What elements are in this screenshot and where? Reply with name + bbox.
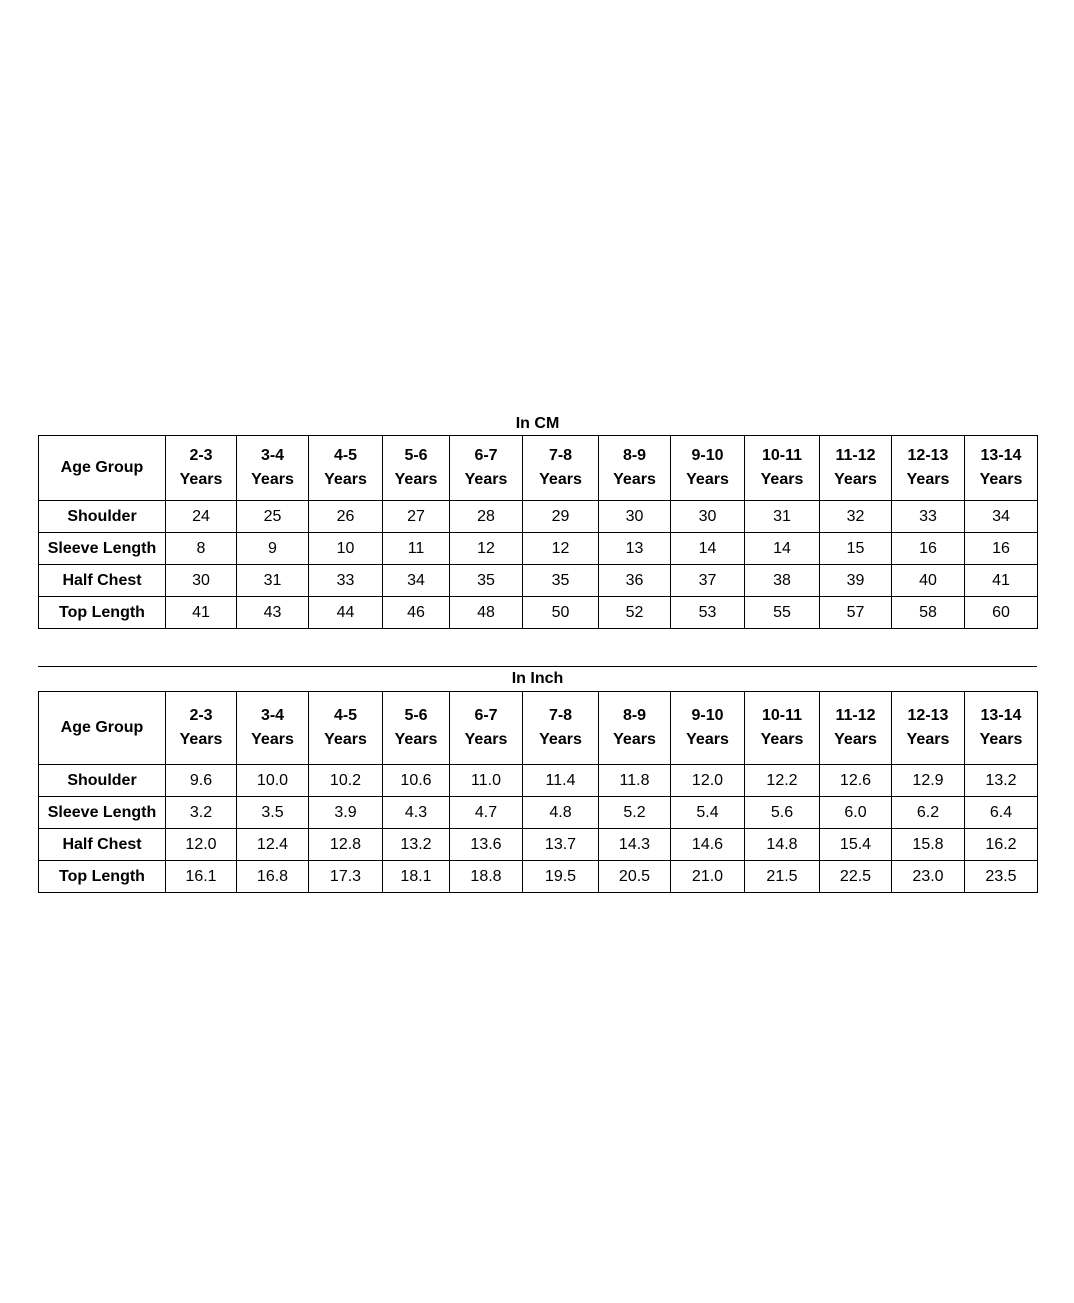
age-column-header bbox=[745, 692, 820, 765]
age-column-header bbox=[892, 436, 965, 501]
measurement-value: 14.3 bbox=[599, 829, 671, 861]
size-chart-cm bbox=[38, 412, 1037, 629]
age-unit: Years bbox=[464, 731, 508, 748]
measurement-value: 12 bbox=[450, 533, 523, 565]
measurement-value: 5.4 bbox=[671, 797, 745, 829]
measurement-value: 32 bbox=[820, 501, 892, 533]
size-table-body bbox=[39, 436, 1038, 629]
table-row bbox=[39, 797, 1038, 829]
measurement-label: Half Chest bbox=[39, 565, 166, 597]
measurement-value: 35 bbox=[450, 565, 523, 597]
age-column-header bbox=[309, 692, 383, 765]
measurement-value: 10 bbox=[309, 533, 383, 565]
measurement-value: 14 bbox=[745, 533, 820, 565]
measurement-value: 39 bbox=[820, 565, 892, 597]
measurement-value: 30 bbox=[166, 565, 237, 597]
age-column-header bbox=[383, 436, 450, 501]
measurement-value: 14.6 bbox=[671, 829, 745, 861]
age-column-header bbox=[450, 692, 523, 765]
size-table-body bbox=[39, 692, 1038, 893]
size-chart-title: In CM bbox=[515, 415, 560, 432]
age-range: 8-9 bbox=[622, 707, 647, 724]
table-header-row bbox=[39, 692, 1038, 765]
measurement-value: 23.0 bbox=[892, 861, 965, 893]
measurement-label: Shoulder bbox=[39, 501, 166, 533]
measurement-value: 36 bbox=[599, 565, 671, 597]
measurement-value: 43 bbox=[237, 597, 309, 629]
age-unit: Years bbox=[979, 731, 1023, 748]
measurement-value: 31 bbox=[745, 501, 820, 533]
age-column-header bbox=[523, 692, 599, 765]
age-column-header bbox=[166, 692, 237, 765]
size-table bbox=[38, 435, 1038, 629]
measurement-value: 18.1 bbox=[383, 861, 450, 893]
measurement-value: 21.5 bbox=[745, 861, 820, 893]
measurement-value: 58 bbox=[892, 597, 965, 629]
table-row bbox=[39, 565, 1038, 597]
measurement-value: 24 bbox=[166, 501, 237, 533]
measurement-label: Half Chest bbox=[39, 829, 166, 861]
measurement-value: 12.2 bbox=[745, 765, 820, 797]
measurement-value: 37 bbox=[671, 565, 745, 597]
measurement-value: 16.8 bbox=[237, 861, 309, 893]
age-range: 11-12 bbox=[835, 447, 876, 464]
age-column-header bbox=[237, 436, 309, 501]
age-range: 3-4 bbox=[260, 447, 285, 464]
age-column-header bbox=[450, 436, 523, 501]
measurement-value: 10.2 bbox=[309, 765, 383, 797]
measurement-value: 15.8 bbox=[892, 829, 965, 861]
age-column-header bbox=[671, 692, 745, 765]
age-range: 3-4 bbox=[260, 707, 285, 724]
measurement-value: 41 bbox=[965, 565, 1038, 597]
table-row bbox=[39, 501, 1038, 533]
measurement-value: 33 bbox=[892, 501, 965, 533]
measurement-label: Sleeve Length bbox=[39, 797, 166, 829]
age-range: 4-5 bbox=[333, 707, 358, 724]
measurement-value: 31 bbox=[237, 565, 309, 597]
age-group-header: Age Group bbox=[39, 436, 166, 501]
measurement-value: 13.6 bbox=[450, 829, 523, 861]
measurement-value: 30 bbox=[599, 501, 671, 533]
measurement-label: Sleeve Length bbox=[39, 533, 166, 565]
age-unit: Years bbox=[613, 471, 656, 488]
measurement-value: 55 bbox=[745, 597, 820, 629]
age-range: 6-7 bbox=[474, 447, 498, 464]
age-range: 2-3 bbox=[189, 707, 213, 724]
measurement-value: 60 bbox=[965, 597, 1038, 629]
age-unit: Years bbox=[179, 731, 223, 748]
measurement-value: 13.2 bbox=[383, 829, 450, 861]
age-column-header bbox=[965, 692, 1038, 765]
age-unit: Years bbox=[979, 471, 1023, 488]
age-column-header bbox=[820, 436, 892, 501]
age-column-header bbox=[745, 436, 820, 501]
measurement-value: 14.8 bbox=[745, 829, 820, 861]
age-unit: Years bbox=[906, 471, 950, 488]
age-unit: Years bbox=[760, 471, 804, 488]
age-column-header bbox=[599, 692, 671, 765]
measurement-value: 20.5 bbox=[599, 861, 671, 893]
measurement-value: 33 bbox=[309, 565, 383, 597]
measurement-value: 44 bbox=[309, 597, 383, 629]
age-group-header: Age Group bbox=[39, 692, 166, 765]
age-unit: Years bbox=[539, 471, 582, 488]
measurement-value: 11 bbox=[383, 533, 450, 565]
measurement-value: 12.0 bbox=[671, 765, 745, 797]
size-table bbox=[38, 691, 1038, 893]
age-unit: Years bbox=[613, 731, 656, 748]
measurement-value: 48 bbox=[450, 597, 523, 629]
measurement-value: 4.3 bbox=[383, 797, 450, 829]
age-range: 13-14 bbox=[980, 447, 1022, 464]
measurement-value: 9.6 bbox=[166, 765, 237, 797]
age-range: 8-9 bbox=[622, 447, 647, 464]
age-unit: Years bbox=[251, 731, 294, 748]
age-unit: Years bbox=[760, 731, 804, 748]
age-range: 5-6 bbox=[404, 447, 428, 464]
age-range: 4-5 bbox=[333, 447, 358, 464]
measurement-value: 14 bbox=[671, 533, 745, 565]
age-range: 9-10 bbox=[691, 707, 724, 724]
age-unit: Years bbox=[251, 471, 294, 488]
table-row bbox=[39, 597, 1038, 629]
measurement-value: 6.0 bbox=[820, 797, 892, 829]
age-column-header bbox=[309, 436, 383, 501]
measurement-label: Shoulder bbox=[39, 765, 166, 797]
age-range: 6-7 bbox=[474, 707, 498, 724]
age-unit: Years bbox=[394, 471, 438, 488]
measurement-value: 16 bbox=[892, 533, 965, 565]
measurement-value: 40 bbox=[892, 565, 965, 597]
size-chart-inch bbox=[38, 666, 1037, 893]
age-unit: Years bbox=[464, 471, 508, 488]
age-range: 5-6 bbox=[404, 707, 428, 724]
age-unit: Years bbox=[686, 471, 729, 488]
table-header-row bbox=[39, 436, 1038, 501]
measurement-value: 12.6 bbox=[820, 765, 892, 797]
measurement-value: 26 bbox=[309, 501, 383, 533]
age-column-header bbox=[523, 436, 599, 501]
measurement-value: 3.5 bbox=[237, 797, 309, 829]
measurement-value: 35 bbox=[523, 565, 599, 597]
measurement-value: 8 bbox=[166, 533, 237, 565]
age-column-header bbox=[599, 436, 671, 501]
measurement-value: 30 bbox=[671, 501, 745, 533]
table-row bbox=[39, 533, 1038, 565]
measurement-value: 5.2 bbox=[599, 797, 671, 829]
measurement-value: 21.0 bbox=[671, 861, 745, 893]
age-range: 11-12 bbox=[835, 707, 876, 724]
measurement-value: 13.2 bbox=[965, 765, 1038, 797]
measurement-value: 6.4 bbox=[965, 797, 1038, 829]
age-unit: Years bbox=[324, 731, 367, 748]
table-row bbox=[39, 861, 1038, 893]
age-range: 7-8 bbox=[548, 707, 573, 724]
measurement-value: 28 bbox=[450, 501, 523, 533]
age-range: 10-11 bbox=[761, 447, 803, 464]
measurement-value: 22.5 bbox=[820, 861, 892, 893]
age-column-header bbox=[965, 436, 1038, 501]
measurement-value: 12.9 bbox=[892, 765, 965, 797]
measurement-value: 6.2 bbox=[892, 797, 965, 829]
measurement-value: 16.1 bbox=[166, 861, 237, 893]
measurement-value: 46 bbox=[383, 597, 450, 629]
measurement-value: 34 bbox=[965, 501, 1038, 533]
measurement-value: 10.0 bbox=[237, 765, 309, 797]
age-unit: Years bbox=[906, 731, 950, 748]
measurement-value: 16.2 bbox=[965, 829, 1038, 861]
measurement-value: 25 bbox=[237, 501, 309, 533]
age-column-header bbox=[820, 692, 892, 765]
age-unit: Years bbox=[834, 731, 877, 748]
measurement-value: 15 bbox=[820, 533, 892, 565]
age-column-header bbox=[237, 692, 309, 765]
measurement-value: 11.8 bbox=[599, 765, 671, 797]
age-unit: Years bbox=[179, 471, 223, 488]
age-column-header bbox=[383, 692, 450, 765]
measurement-value: 4.8 bbox=[523, 797, 599, 829]
measurement-value: 19.5 bbox=[523, 861, 599, 893]
measurement-value: 52 bbox=[599, 597, 671, 629]
measurement-value: 38 bbox=[745, 565, 820, 597]
measurement-value: 11.4 bbox=[523, 765, 599, 797]
measurement-label: Top Length bbox=[39, 861, 166, 893]
measurement-value: 27 bbox=[383, 501, 450, 533]
measurement-value: 9 bbox=[237, 533, 309, 565]
age-unit: Years bbox=[394, 731, 438, 748]
measurement-value: 34 bbox=[383, 565, 450, 597]
measurement-value: 16 bbox=[965, 533, 1038, 565]
measurement-value: 3.9 bbox=[309, 797, 383, 829]
age-column-header bbox=[892, 692, 965, 765]
measurement-value: 3.2 bbox=[166, 797, 237, 829]
measurement-value: 57 bbox=[820, 597, 892, 629]
size-chart-title: In Inch bbox=[511, 670, 564, 687]
measurement-value: 12.4 bbox=[237, 829, 309, 861]
measurement-value: 4.7 bbox=[450, 797, 523, 829]
measurement-value: 10.6 bbox=[383, 765, 450, 797]
measurement-value: 13 bbox=[599, 533, 671, 565]
age-unit: Years bbox=[686, 731, 729, 748]
measurement-value: 13.7 bbox=[523, 829, 599, 861]
age-range: 10-11 bbox=[761, 707, 803, 724]
table-row bbox=[39, 829, 1038, 861]
age-range: 13-14 bbox=[980, 707, 1022, 724]
measurement-value: 12.0 bbox=[166, 829, 237, 861]
age-unit: Years bbox=[539, 731, 582, 748]
age-unit: Years bbox=[834, 471, 877, 488]
measurement-value: 12.8 bbox=[309, 829, 383, 861]
age-range: 7-8 bbox=[548, 447, 573, 464]
table-row bbox=[39, 765, 1038, 797]
measurement-value: 29 bbox=[523, 501, 599, 533]
age-range: 2-3 bbox=[189, 447, 213, 464]
measurement-value: 11.0 bbox=[450, 765, 523, 797]
measurement-value: 41 bbox=[166, 597, 237, 629]
measurement-value: 53 bbox=[671, 597, 745, 629]
age-column-header bbox=[166, 436, 237, 501]
measurement-label: Top Length bbox=[39, 597, 166, 629]
measurement-value: 12 bbox=[523, 533, 599, 565]
age-unit: Years bbox=[324, 471, 367, 488]
age-range: 9-10 bbox=[691, 447, 724, 464]
measurement-value: 17.3 bbox=[309, 861, 383, 893]
measurement-value: 23.5 bbox=[965, 861, 1038, 893]
age-column-header bbox=[671, 436, 745, 501]
age-range: 12-13 bbox=[907, 707, 949, 724]
measurement-value: 15.4 bbox=[820, 829, 892, 861]
measurement-value: 50 bbox=[523, 597, 599, 629]
measurement-value: 5.6 bbox=[745, 797, 820, 829]
age-range: 12-13 bbox=[907, 447, 949, 464]
measurement-value: 18.8 bbox=[450, 861, 523, 893]
